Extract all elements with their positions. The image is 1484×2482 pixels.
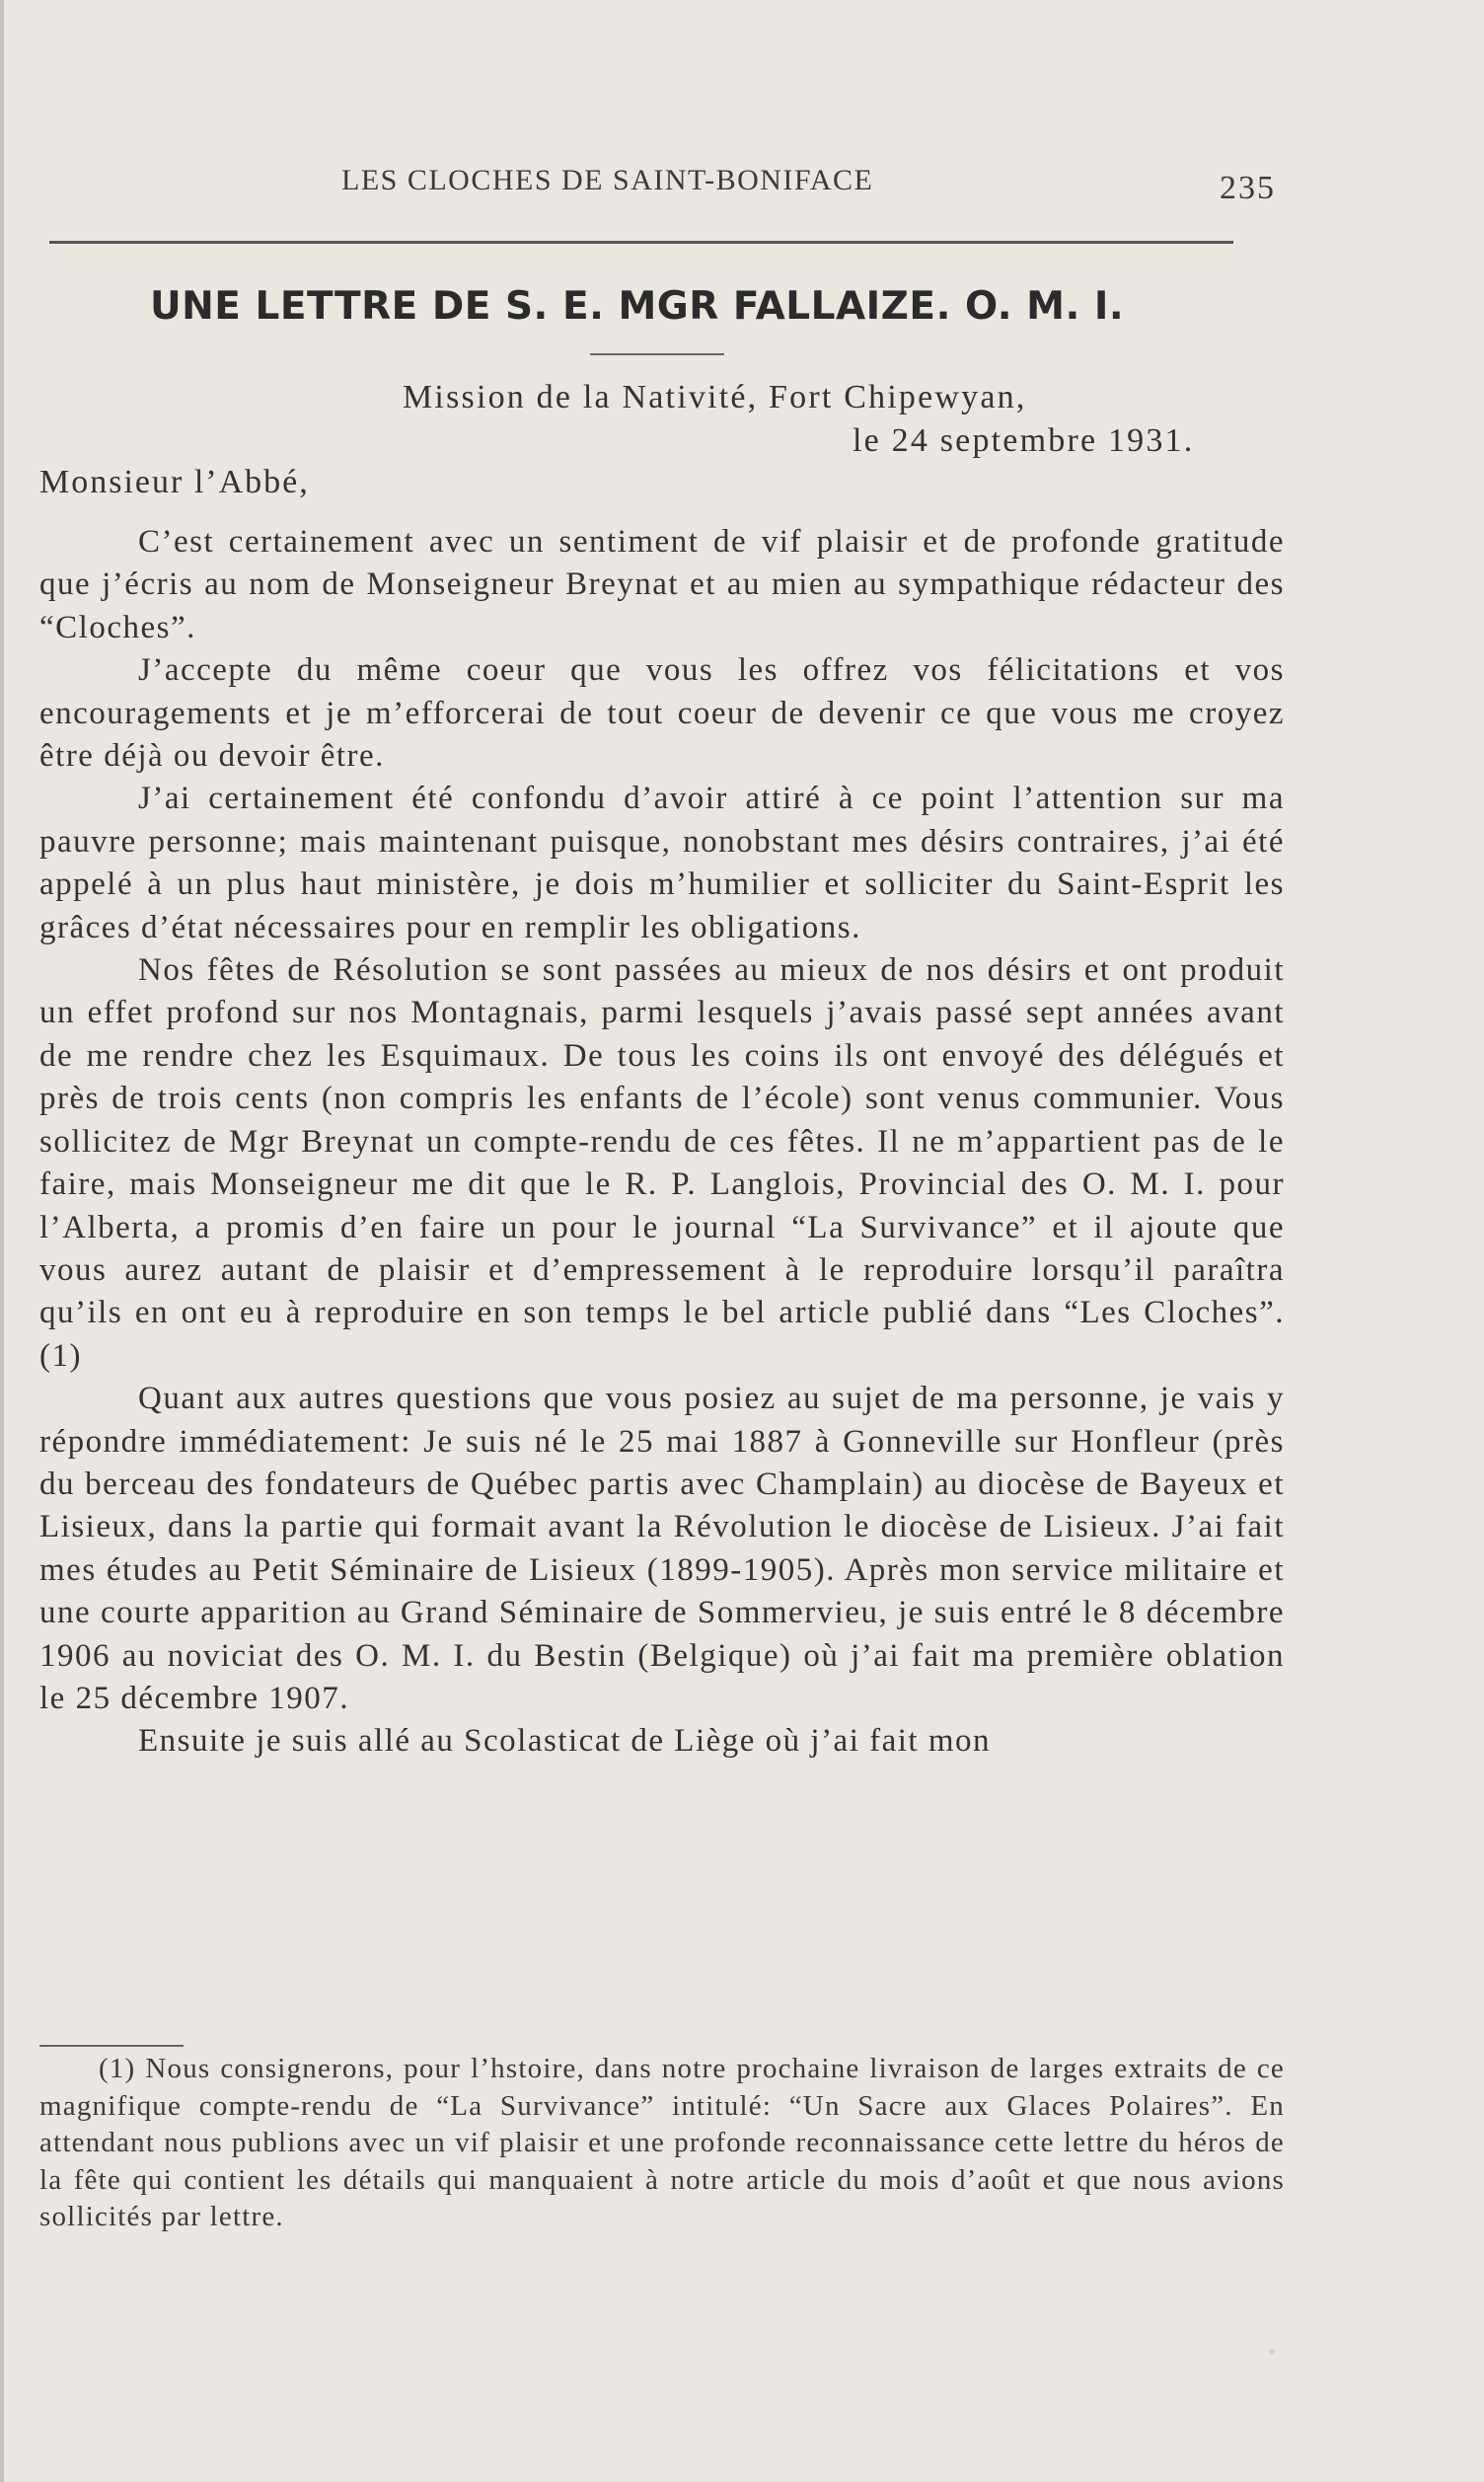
dateline-date: le 24 septembre 1931.	[853, 422, 1195, 459]
paragraph: Ensuite je suis allé au Scolasticat de Liège où j’ai fait mon	[138, 1723, 992, 1760]
letter-body	[39, 521, 1285, 1764]
paragraph: J’accepte du même coeur que vous les offrez vos félicitations et vos encouragements et je m’efforcerai de tout coeur de devenir ce que vous me croyez être déjà ou devoir être.	[39, 652, 1285, 775]
paragraph: Quant aux autres questions que vous posiez au sujet de ma personne, je vais y répondre immédiatement: Je suis né le 25 mai 1887 à Gonneville sur Honfleur (près du berceau des fondateurs de Québec partis avec Champlain) au diocèse de Bayeux et Lisieux, dans la partie qui formait avant la Révolution le diocèse de Lisieux. J’ai fait mes études au Petit Séminaire de Lisieux (1899-1905). Après mon service militaire et une courte apparition au Grand Séminaire de Sommervieu, je suis entré le 8 décembre 1906 au noviciat des O. M. I. du Bestin (Belgique) où j’ai fait ma première oblation le 25 décembre 1907.	[39, 1381, 1285, 1716]
page-number: 235	[1220, 170, 1276, 206]
title-rule	[590, 353, 724, 355]
paragraph: J’ai certainement été confondu d’avoir attiré à ce point l’attention sur ma pauvre personne; mais maintenant puisque, nonobstant mes désirs contraires, j’ai été appelé à un plus haut ministère, je dois m’humilier et solliciter du Saint-Esprit les grâces d’état nécessaires pour en remplir les obligations.	[39, 781, 1285, 945]
header-rule	[49, 241, 1233, 244]
article-title: UNE LETTRE DE S. E. MGR FALLAIZE. O. M. I.	[150, 284, 1125, 329]
paragraph: C’est certainement avec un sentiment de vif plaisir et de profonde gratitude que j’écris au nom de Monseigneur Breynat et au mien au sympathique rédacteur des “Cloches”.	[39, 524, 1285, 645]
page-binding-edge	[0, 0, 4, 2482]
running-header-title: LES CLOCHES DE SAINT-BONIFACE	[341, 164, 874, 196]
paper-speck	[1269, 2349, 1275, 2355]
paragraph: Nos fêtes de Résolution se sont passées au mieux de nos désirs et ont produit un effet profond sur nos Montagnais, parmi lesquels j’avais passé sept années avant de me rendre chez les Esquimaux. De tous les coins ils ont envoyé des délégués et près de trois cents (non compris les enfants de l’école) sont venus communier. Vous sollicitez de Mgr Breynat un compte-rendu de ces fêtes. Il ne m’appartient pas de le faire, mais Monseigneur me dit que le R. P. Langlois, Provincial des O. M. I. pour l’Alberta, a promis d’en faire un pour le journal “La Survivance” et il ajoute que vous aurez autant de plaisir et d’empressement à le reproduire lorsqu’il paraîtra qu’ils en ont eu à reproduire en son temps le bel article publié dans “Les Cloches”. (1)	[39, 952, 1285, 1374]
footnote: (1) Nous consignerons, pour l’hstoire, dans notre prochaine livraison de larges extraits de ce magnifique compte-rendu de “La Survivance” intitulé: “Un Sacre aux Glaces Polaires”. En attendant nous publions avec un vif plaisir et une profonde reconnaissance cette lettre du héros de la fête qui contient les détails qui manquaient à notre article du mois d’août et que nous avions sollicités par lettre.	[39, 2053, 1285, 2232]
salutation: Monsieur l’Abbé,	[39, 464, 310, 500]
footnote-rule	[39, 2045, 184, 2047]
dateline-place: Mission de la Nativité, Fort Chipewyan,	[403, 379, 1027, 415]
